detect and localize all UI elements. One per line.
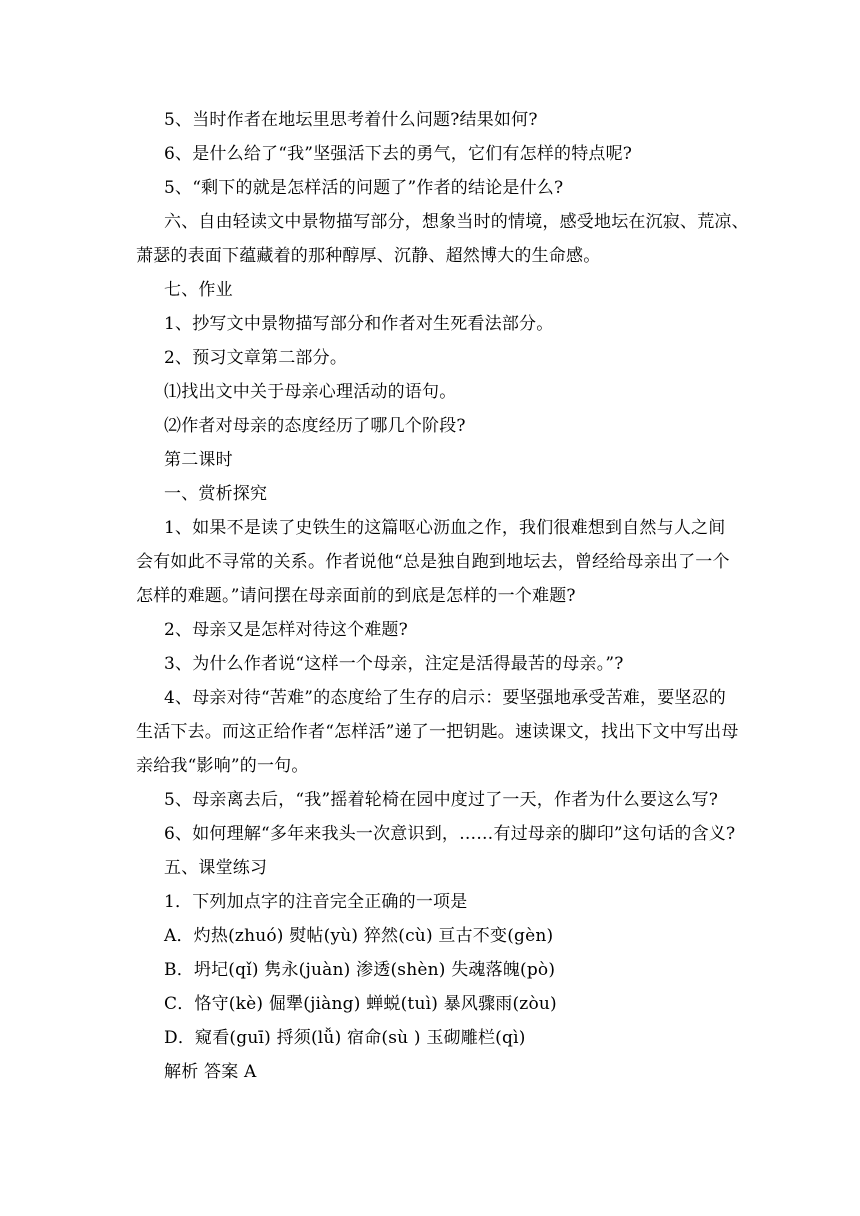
question-line: 2、母亲又是怎样对待这个难题?: [164, 620, 408, 640]
homework-subitem: ⑵作者对母亲的态度经历了哪几个阶段?: [164, 416, 466, 436]
answer-line: 解析 答案 A: [164, 1062, 257, 1082]
section-heading: 七、作业: [164, 280, 233, 300]
homework-item: 1、抄写文中景物描写部分和作者对生死看法部分。: [164, 314, 554, 334]
exercise-option-d: D．窥看(guī) 捋须(lǚ) 宿命(sù ) 玉砌雕栏(qì): [164, 1028, 526, 1048]
paragraph-continuation: 萧瑟的表面下蕴藏着的那种醇厚、沉静、超然博大的生命感。: [136, 246, 601, 266]
question-line: 6、是什么给了“我”坚强活下去的勇气，它们有怎样的特点呢?: [164, 144, 633, 164]
exercise-option-a: A．灼热(zhuó) 熨帖(yù) 猝然(cù) 亘古不变(gèn): [164, 926, 554, 946]
exercise-option-c: C．恪守(kè) 倔犟(jiàng) 蝉蜕(tuì) 暴风骤雨(zòu): [164, 994, 557, 1014]
question-line: 5、“剩下的就是怎样活的问题了”作者的结论是什么?: [164, 178, 564, 198]
paragraph-continuation: 亲给我“影响”的一句。: [136, 756, 309, 776]
paragraph-continuation: 生活下去。而这正给作者“怎样活”递了一把钥匙。速读课文，找出下文中写出母: [136, 722, 739, 742]
homework-item: 2、预习文章第二部分。: [164, 348, 348, 368]
section-heading: 六、自由轻读文中景物描写部分，想象当时的情境，感受地坛在沉寂、荒凉、: [164, 212, 749, 232]
question-line: 4、母亲对待“苦难”的态度给了生存的启示：要坚强地承受苦难，要坚忍的: [164, 688, 726, 708]
lesson-heading: 第二课时: [164, 450, 233, 470]
exercise-option-b: B．坍圮(qǐ) 隽永(juàn) 渗透(shèn) 失魂落魄(pò): [164, 960, 556, 980]
document-body: [136, 103, 768, 1089]
section-heading: 一、赏析探究: [164, 484, 268, 504]
section-heading: 五、课堂练习: [164, 858, 268, 878]
homework-subitem: ⑴找出文中关于母亲心理活动的语句。: [164, 382, 457, 402]
paragraph-continuation: 会有如此不寻常的关系。作者说他“总是独自跑到地坛去，曾经给母亲出了一个: [136, 552, 730, 572]
question-line: 1、如果不是读了史铁生的这篇呕心沥血之作，我们很难想到自然与人之间: [164, 518, 726, 538]
exercise-question: 1．下列加点字的注音完全正确的一项是: [164, 892, 468, 912]
question-line: 5、当时作者在地坛里思考着什么问题?结果如何?: [164, 110, 538, 130]
question-line: 6、如何理解“多年来我头一次意识到，……有过母亲的脚印”这句话的含义?: [164, 824, 736, 844]
paragraph-continuation: 怎样的难题。”请问摆在母亲面前的到底是怎样的一个难题?: [136, 586, 576, 606]
question-line: 3、为什么作者说“这样一个母亲，注定是活得最苦的母亲。”?: [164, 654, 624, 674]
question-line: 5、母亲离去后，“我”摇着轮椅在园中度过了一天，作者为什么要这么写?: [164, 790, 719, 810]
